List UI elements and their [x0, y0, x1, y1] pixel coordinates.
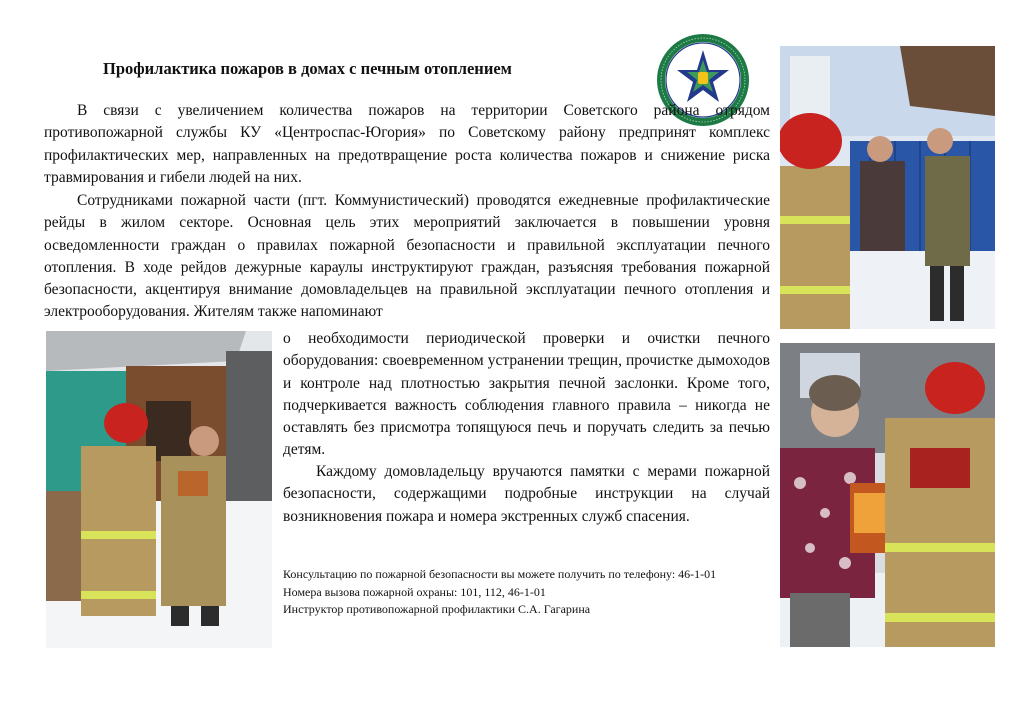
consultation-phone-line: Консультацию по пожарной безопасности вы можете получить по телефону: 46-1-01 — [283, 567, 717, 581]
paragraph-intro — [44, 100, 770, 189]
paragraph-intro-text: В связи с увеличением количества пожаров на территории Советского района отрядом противопожарной службы КУ «Центроспас-Югория» по Советскому району предпринят комплекс профилактических мер, направленных на предотвращение роста количества пожаров и снижение риска травмирования и гибели людей на них. — [44, 102, 770, 186]
firefighter-handing-leaflet-photo — [780, 343, 995, 647]
contact-footer — [283, 566, 783, 619]
instructor-signature-line: Инструктор противопожарной профилактики С.А. Гагарина — [283, 602, 591, 616]
paragraph-raids-continued — [283, 328, 770, 462]
document-title: Профилактика пожаров в домах с печным отоплением — [103, 59, 512, 78]
paragraph-leaflets-text: Каждому домовладельцу вручаются памятки с мерами пожарной безопасности, содержащими подробные инструкции на случай возникновения пожара и номера экстренных служб спасения. — [283, 463, 770, 525]
firefighters-at-house-photo — [46, 331, 272, 648]
firefighters-with-homeowner-photo — [780, 46, 995, 329]
paragraph-leaflets — [283, 461, 770, 528]
emergency-numbers-line: Номера вызова пожарной охраны: 101, 112, 46-1-01 — [283, 584, 546, 599]
paragraph-raids — [44, 190, 770, 324]
paragraph-raids-text: Сотрудниками пожарной части (пгт. Коммунистический) проводятся ежедневные профилактические рейды в жилом секторе. Основная цель этих мероприятий заключается в повышении уровня осведомленности граждан о правилах пожарной безопасности и правильной эксплуатации печного отопления. В ходе рейдов дежурные караулы инструктируют граждан, разъясняя требования пожарной безопасности, акцентируя внимание домовладельцев на правильной эксплуатации печного отопления и электрооборудования. Жителям также напоминают — [44, 192, 770, 321]
paragraph-raids-continued-text: о необходимости периодической проверки и очистки печного оборудования: своевременном устранении трещин, прочистке дымоходов и контроле над плотностью закрытия печной заслонки. Кроме того, подчеркивается важность соблюдения главного правила – никогда не оставлять без присмотра топящуюся печь и поручать следить за печью детям. — [283, 330, 770, 459]
